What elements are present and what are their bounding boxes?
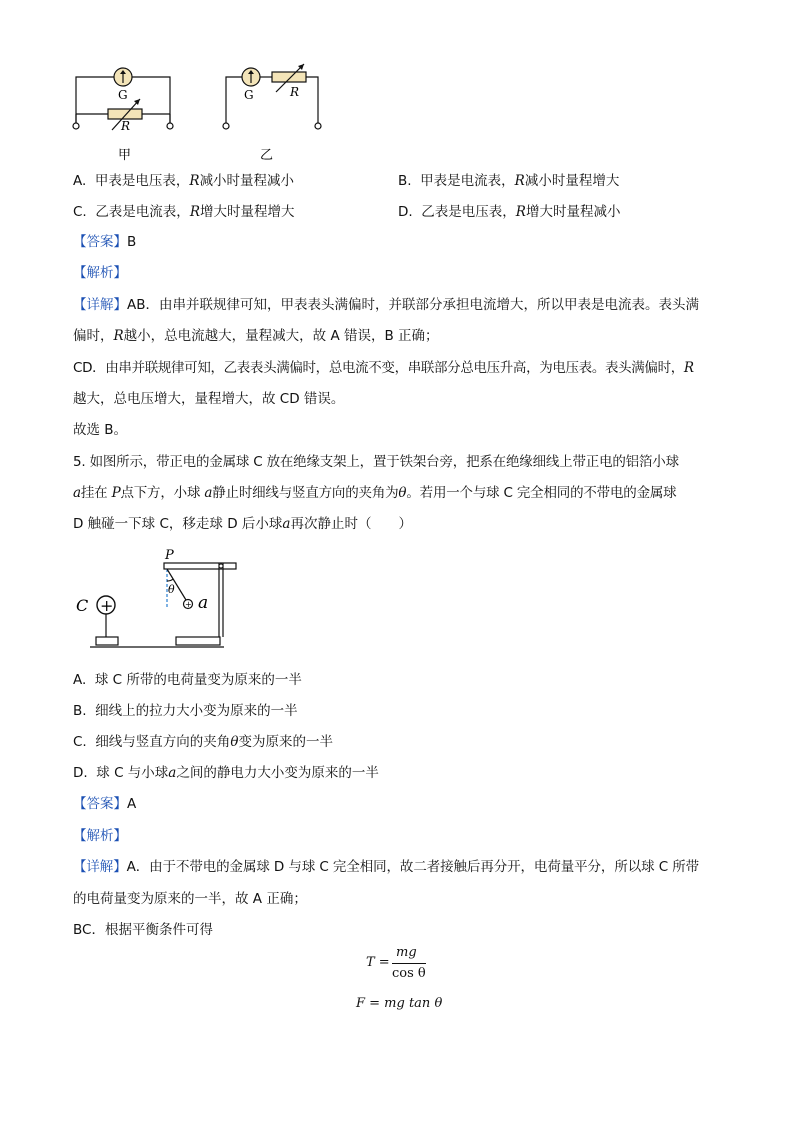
q5-option-d: D. 球 C 与小球a之间的静电力大小变为原来的一半 <box>73 765 379 781</box>
q5-label-theta: θ <box>168 583 175 596</box>
q5-option-c: C. 细线与竖直方向的夹角θ变为原来的一半 <box>73 734 333 750</box>
q5-ball-c-plus: + <box>100 596 114 615</box>
q4-option-b: B. 甲表是电流表，R减小时量程增大 <box>398 173 620 189</box>
q4-detail-line-1: 【详解】AB．由串并联规律可知，甲表表头满偏时，并联部分承担电流增大，所以甲表是电流表。表头满 <box>73 297 699 313</box>
q4-answer: 【答案】B <box>73 234 137 250</box>
q5-detail-line-1: 【详解】A．由于不带电的金属球 D 与球 C 完全相同，故二者接触后再分开，电荷量平分，所以球 C 所带 <box>73 859 700 875</box>
q4-detail-line-3: CD．由串并联规律可知，乙表表头满偏时，总电流不变，串联部分总电压升高，为电压表。表头满偏时，R <box>73 360 694 376</box>
q5-equation-1-denominator: cos θ <box>392 966 426 981</box>
q4-detail-line-2: 偏时，R越小，总电流越大，量程减大，故 A 错误，B 正确； <box>73 328 439 344</box>
circuit-yi-r-label: R <box>290 85 300 99</box>
circuit-jia-g-label: G <box>118 88 128 102</box>
q5-stem-line-2: a挂在 P点下方，小球 a静止时细线与竖直方向的夹角为θ。若用一个与球 C 完全相同的不带电的金属球 <box>73 485 677 501</box>
q5-equation-1-numerator: mg <box>396 945 417 960</box>
q4-conclusion: 故选 B。 <box>73 422 128 438</box>
circuit-yi-figure <box>218 62 330 166</box>
q5-detail-line-3: BC．根据平衡条件可得 <box>73 922 213 938</box>
q5-label-p: P <box>165 548 174 563</box>
circuit-yi-g-label: G <box>244 88 254 102</box>
q4-detail-line-4: 越大，总电压增大，量程增大，故 CD 错误。 <box>73 391 345 407</box>
q5-stem-line-3: D 触碰一下球 C，移走球 D 后小球a再次静止时（ ） <box>73 516 412 532</box>
q5-detail-line-2: 的电荷量变为原来的一半，故 A 正确； <box>73 891 307 907</box>
q5-equation-1-lhs: T = <box>366 955 390 970</box>
circuit-yi-caption: 乙 <box>260 148 274 163</box>
circuit-jia-figure <box>66 62 186 166</box>
q4-option-c: C. 乙表是电流表，R增大时量程增大 <box>73 204 295 220</box>
q5-ball-a-plus: + <box>185 600 192 609</box>
q5-stem-line-1: 5. 如图所示，带正电的金属球 C 放在绝缘支架上，置于铁架台旁，把系在绝缘细线上带正电的铝箔小球 <box>73 454 679 470</box>
q5-analysis-heading: 【解析】 <box>73 828 127 844</box>
q5-apparatus-figure <box>72 545 242 653</box>
q5-label-c: C <box>76 596 89 615</box>
q4-option-d: D. 乙表是电压表，R增大时量程减小 <box>398 204 621 220</box>
q5-equation-2: F = mg tan θ <box>356 996 443 1011</box>
circuit-jia-r-label: R <box>121 119 131 133</box>
q5-equation-1-fraction-bar <box>392 963 426 964</box>
q5-option-b: B. 细线上的拉力大小变为原来的一半 <box>73 703 298 719</box>
q5-answer: 【答案】A <box>73 796 137 812</box>
q5-label-a: a <box>198 593 209 613</box>
q5-option-a: A. 球 C 所带的电荷量变为原来的一半 <box>73 672 302 688</box>
q4-analysis-heading: 【解析】 <box>73 265 127 281</box>
q4-option-a: A. 甲表是电压表，R减小时量程减小 <box>73 173 295 189</box>
circuit-jia-caption: 甲 <box>118 148 132 163</box>
